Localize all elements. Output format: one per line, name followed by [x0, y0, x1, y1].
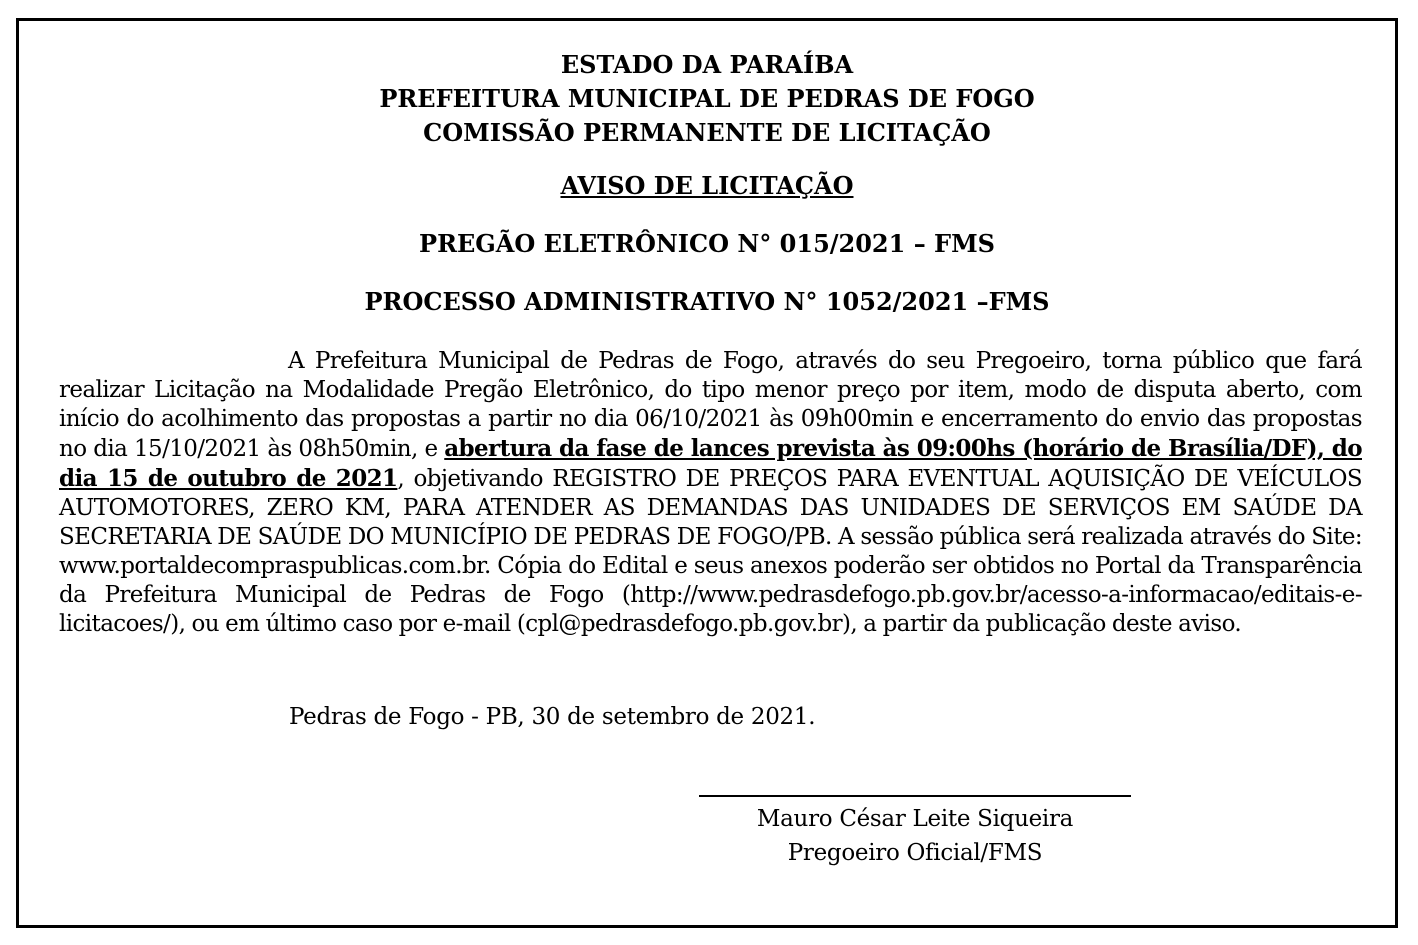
notice-body-part1: A Prefeitura Municipal de Pedras de Fogo, através do seu Pregoeiro, torna público que fará realizar Licitação na Modalidade Pregão Eletrônico, do tipo menor preço por item, modo de disputa aberto, com início do acolhimento das propostas a partir no dia 06/10/2021 às 09h00min e encerramento do envio das propostas no dia 15/10/2021 às 08h50min, e — [59, 348, 1362, 462]
document-frame — [16, 18, 1398, 928]
document-header — [19, 48, 1395, 150]
signer-name: Mauro César Leite Siqueira — [756, 806, 1074, 832]
signature-block — [667, 802, 1163, 870]
header-prefecture: PREFEITURA MUNICIPAL DE PEDRAS DE FOGO — [379, 84, 1035, 113]
notice-body — [59, 347, 1362, 639]
header-commission: COMISSÃO PERMANENTE DE LICITAÇÃO — [423, 118, 991, 147]
processo-number: PROCESSO ADMINISTRATIVO N° 1052/2021 –FMS — [364, 287, 1050, 316]
signature-line — [699, 795, 1131, 797]
signer-role: Pregoeiro Oficial/FMS — [787, 840, 1043, 866]
pregao-number: PREGÃO ELETRÔNICO N° 015/2021 – FMS — [419, 229, 995, 258]
notice-body-highlight: abertura da fase de lances prevista às 09:00hs (horário de Brasília/DF), do dia 15 de outubro de 2021 — [59, 435, 1362, 492]
notice-title: AVISO DE LICITAÇÃO — [560, 171, 854, 200]
notice-body-part2: , objetivando REGISTRO DE PREÇOS PARA EVENTUAL AQUISIÇÃO DE VEÍCULOS AUTOMOTORES, ZERO KM, PARA ATENDER AS DEMANDAS DAS UNIDADES DE SERVIÇOS EM SAÚDE DA SECRETARIA DE SAÚDE DO MUNICÍPIO DE PEDRAS DE FOGO/PB. A sessão pública será realizada através do Site: www.portaldecompraspublicas.com.br. Cópia do Edital e seus anexos poderão ser obtidos no Portal da Transparência da Prefeitura Municipal de Pedras de Fogo (http://www.pedrasdefogo.pb.gov.br/acesso-a-informacao/editais-e-licitacoes/), ou em último caso por e-mail (cpl@pedrasdefogo.pb.gov.br), a partir da publicação deste aviso. — [59, 466, 1362, 637]
date-line: Pedras de Fogo - PB, 30 de setembro de 2021. — [289, 704, 816, 730]
header-state: ESTADO DA PARAÍBA — [560, 50, 854, 79]
